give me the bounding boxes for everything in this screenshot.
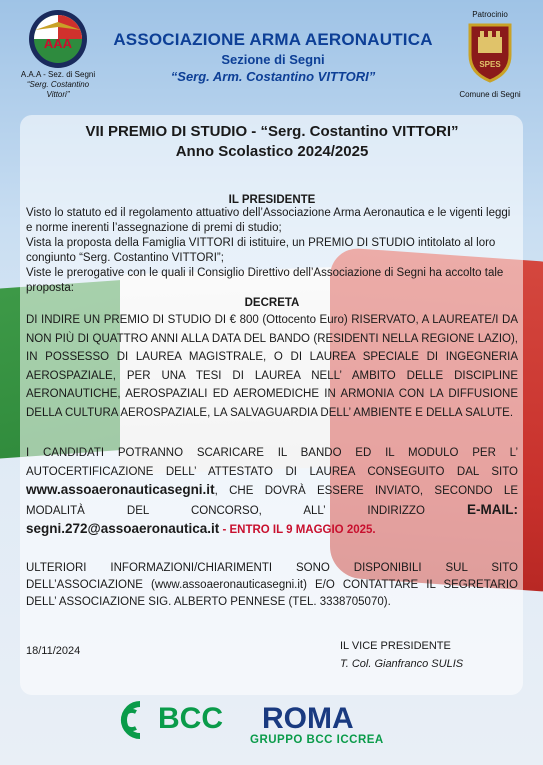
title-line-2: Anno Scolastico 2024/2025 [175, 143, 369, 160]
aaa-logo [18, 8, 98, 100]
signer-role: IL VICE PRESIDENTE [340, 640, 451, 652]
site-link[interactable]: www.assoaeronauticasegni.it [26, 482, 215, 497]
candidates-text-a: I CANDIDATI POTRANNO SCARICARE IL BANDO ED IL MODULO PER L’ AUTOCERTIFICAZIONE DELL’ ATTESTATO DI LAUREA CONSEGUITO DAL SITO [26, 447, 518, 478]
association-title-block [98, 30, 448, 84]
comune-label: Comune di Segni [459, 90, 521, 99]
patrocinio-label: Patrocinio [472, 10, 508, 19]
aaa-badge-text: AAA [43, 36, 73, 51]
president-heading: IL PRESIDENTE [228, 194, 316, 206]
candidates-text [26, 444, 518, 540]
decreta-heading: DECRETA [244, 297, 300, 309]
decree-text: DI INDIRE UN PREMIO DI STUDIO DI € 800 (Ottocento Euro) RISERVATO, A LAUREATE/I DA NON PIÙ DI QUATTRO ANNI ALLA DATA DEL BANDO (RESIDENTI NELLA REGIONE LAZIO), IN POSSESSO DI LAUREA MAGISTRALE, O DI LAUREA SPECIALE DI INGEGNERIA AEROSPAZIALE, PER UNA TESI DI LAUREA NELL’ AMBITO DELLE DISCIPLINE AERONAUTICHE, AEROSPAZIALI ED AEROMEDICHE IN ARMONIA CON LA DIFFUSIONE DELLA CULTURA AEROSPAZIALE, LA SALVAGUARDIA DELL’ AMBIENTE E DELLA SALUTE. [26, 314, 518, 419]
bcc-logo-icon [110, 698, 154, 742]
email-link[interactable]: segni.272@assoaeronautica.it [26, 521, 220, 536]
signer-name: T. Col. Gianfranco SULIS [340, 658, 464, 670]
email-label: E-MAIL: [467, 501, 518, 517]
candidates-text-b: , CHE DOVRÀ ESSERE INVIATO, SECONDO LE MODALITÀ DEL CONCORSO, ALL’ INDIRIZZO [26, 485, 518, 517]
bcc-wordmark: BCC [158, 702, 223, 735]
paragraph-prerogatives: Viste le prerogative con le quali il Consiglio Direttivo dell’Associazione di Segni ha accolto tale proposta: [26, 267, 504, 294]
comune-crest-icon [462, 19, 518, 83]
title-line-1: VII PREMIO DI STUDIO - “Serg. Costantino VITTORI” [85, 123, 459, 140]
paragraph-proposal: Vista la proposta della Famiglia VITTORI di istituire, un PREMIO DI STUDIO intitolato al loro congiunto “Serg. Costantino VITTORI”; [26, 237, 496, 264]
sponsor-footer [0, 700, 543, 765]
comune-badge-text: SPES [479, 60, 501, 69]
association-section: Sezione di Segni [221, 52, 325, 67]
gruppo-wordmark: GRUPPO BCC ICCREA [250, 734, 384, 746]
association-title: ASSOCIAZIONE ARMA AERONAUTICA [113, 30, 433, 49]
paragraph-statute: Visto lo statuto ed il regolamento attuativo dell’Associazione Arma Aeronautica e le vigenti leggi e norme inerenti l’assegnazione di premi di studio; [26, 207, 511, 234]
document-date: 18/11/2024 [26, 644, 81, 657]
aaa-caption-1: A.A.A - Sez. di Segni [20, 70, 96, 79]
signature-block [340, 637, 463, 673]
aaa-caption-2: “Serg. Costantino Vittori” [26, 80, 90, 99]
deadline-text: - ENTRO IL 9 MAGGIO 2025. [219, 524, 376, 536]
roma-wordmark: ROMA [262, 702, 354, 735]
association-dedication: “Serg. Arm. Costantino VITTORI” [170, 69, 376, 84]
document-title [26, 122, 518, 162]
info-text: ULTERIORI INFORMAZIONI/CHIARIMENTI SONO DISPONIBILI SUL SITO DELL’ASSOCIAZIONE (www.assoaeronauticasegni.it) E/O CONTATTARE IL SEGRETARIO DELL’ ASSOCIAZIONE SIG. ALBERTO PENNESE (TEL. 3338705070). [26, 561, 518, 608]
header [0, 0, 543, 115]
document-content [26, 122, 518, 670]
aaa-emblem-icon [27, 8, 89, 70]
comune-logo [452, 10, 528, 99]
